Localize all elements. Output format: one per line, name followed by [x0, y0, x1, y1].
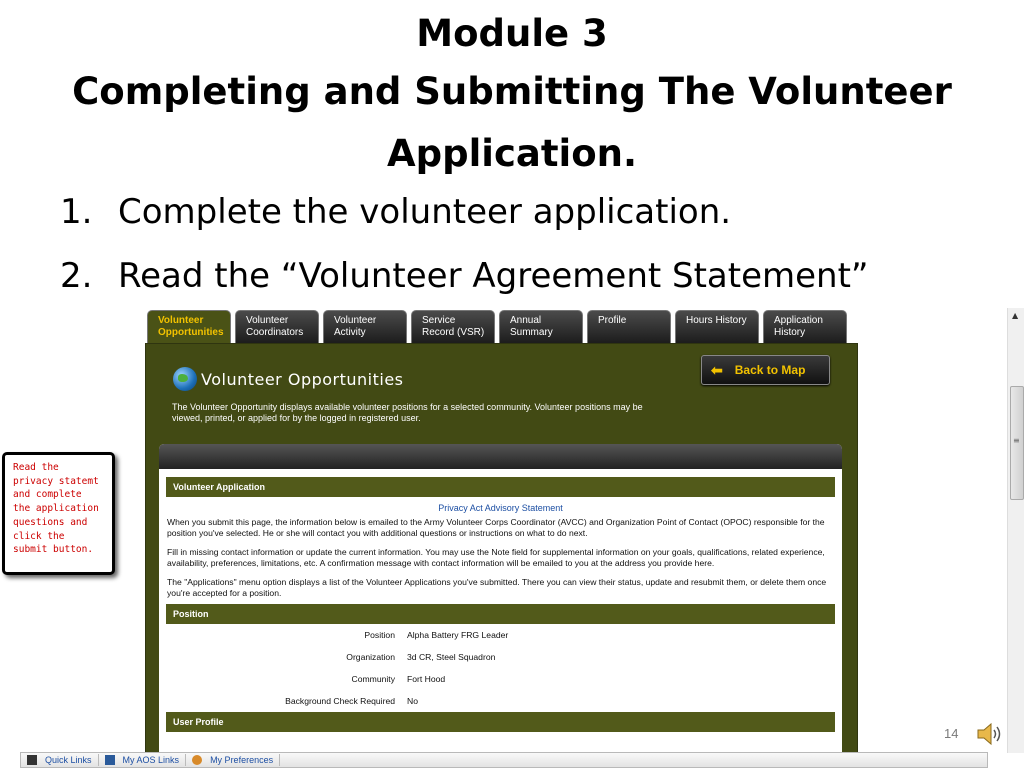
tab-service-record[interactable]: Service Record (VSR): [411, 310, 495, 344]
instructions-paragraph: When you submit this page, the information below is emailed to the Army Volunteer Corps Coordinator (AVCC) and Organization Point of Contact (OPOC) responsible for the position you've selected. He or she will contact you with additional questions or instructions on what to do next.: [167, 517, 825, 538]
aos-links-icon: [105, 755, 115, 765]
bottom-toolbar: [20, 752, 988, 768]
tab-hours-history[interactable]: Hours History: [675, 310, 759, 344]
panel-title: Volunteer Opportunities: [173, 364, 404, 394]
field-row: Position Alpha Battery FRG Leader: [364, 630, 509, 640]
arrow-left-icon: ⬅: [711, 361, 723, 378]
page-number: 14: [944, 726, 959, 741]
nav-tabs: [147, 310, 852, 344]
grip-icon: ≡: [1013, 436, 1020, 445]
scroll-up-icon[interactable]: ▲: [1012, 311, 1019, 320]
section-header-position: Position: [166, 604, 835, 624]
privacy-act-link[interactable]: Privacy Act Advisory Statement: [438, 503, 563, 513]
slide-title-line2: Completing and Submitting The Volunteer: [72, 70, 952, 113]
tab-volunteer-activity[interactable]: Volunteer Activity: [323, 310, 407, 344]
instruction-callout: Read the privacy statemt and complete the application questions and click the submit button.: [2, 452, 115, 575]
section-header-user-profile: User Profile: [166, 712, 835, 732]
application-form: [159, 444, 842, 756]
tab-profile[interactable]: Profile: [587, 310, 671, 344]
instructions-paragraph: Fill in missing contact information or update the current information. You may use the Note field for supplemental information on your goals, qualifications, related experience, availability, preferences, limitations, etc. A confirmation message with contact information will be emailed to you at the address you provide here.: [167, 547, 825, 568]
speaker-icon[interactable]: [975, 720, 1005, 748]
tab-application-history[interactable]: Application History: [763, 310, 847, 344]
form-header-bar: [159, 444, 842, 469]
quick-links-icon: [27, 755, 37, 765]
my-aos-links-link[interactable]: My AOS Links: [99, 754, 187, 766]
field-row: Community Fort Hood: [351, 674, 446, 684]
section-header-volunteer-application: Volunteer Application: [166, 477, 835, 497]
quick-links-link[interactable]: Quick Links: [21, 754, 99, 766]
bullet-item: 2. Read the “Volunteer Agreement Statement”: [60, 256, 869, 296]
slide-title-line3: Application.: [386, 132, 638, 175]
panel-description: The Volunteer Opportunity displays available volunteer positions for a selected community. Volunteer positions may be viewed, printed, or applied for by the logged in registered user.: [172, 402, 643, 423]
volunteer-opportunities-panel: [145, 343, 858, 757]
bullet-item: 1. Complete the volunteer application.: [60, 192, 732, 232]
field-row: Organization 3d CR, Steel Squadron: [346, 652, 496, 662]
vertical-scrollbar[interactable]: [1007, 308, 1024, 753]
tab-volunteer-coordinators[interactable]: Volunteer Coordinators: [235, 310, 319, 344]
preferences-icon: [192, 755, 202, 765]
instructions-paragraph: The "Applications" menu option displays a list of the Volunteer Applications you've submitted. There you can view their status, update and resubmit them, or delete them once you're accepted for a position.: [167, 577, 827, 598]
my-preferences-link[interactable]: My Preferences: [186, 754, 280, 766]
globe-icon: [173, 367, 197, 391]
slide-title-line1: Module 3: [416, 12, 608, 55]
field-row: Background Check Required No: [285, 696, 418, 706]
tab-volunteer-opportunities[interactable]: Volunteer Opportunities: [147, 310, 231, 344]
tab-annual-summary[interactable]: Annual Summary: [499, 310, 583, 344]
back-to-map-button[interactable]: ⬅ Back to Map: [701, 355, 830, 385]
